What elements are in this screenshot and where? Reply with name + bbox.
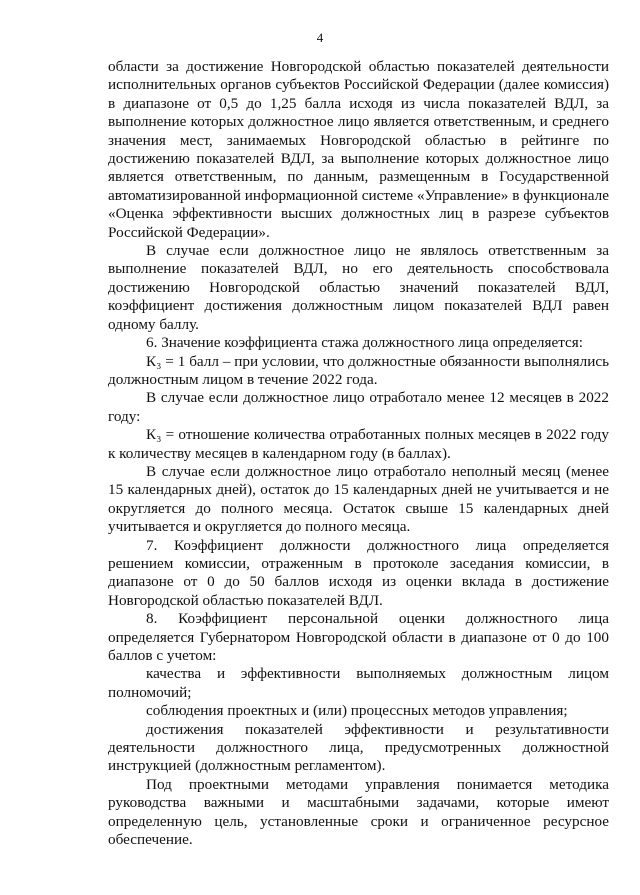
- paragraph-k3-full-year: К₃ = 1 балл – при условии, что должностные обязанности выполнялись должностным лицом в течение 2022 года.: [108, 352, 609, 388]
- paragraph-project-methods: Под проектными методами управления понимается методика руководства важными и масштабными задачами, которые имеют определенную цель, установленные сроки и ограниченное ресурсное обеспечение.: [108, 775, 609, 849]
- page-number: 4: [316, 30, 324, 45]
- list-item-methods: соблюдения проектных и (или) процессных методов управления;: [146, 702, 568, 720]
- paragraph-item-7: 7. Коэффициент должности должностного лица определяется решением комиссии, отраженным в протоколе заседания комиссии, в диапазоне от 0 до 50 баллов исходя из оценки вклада в достижение Новгородской областью показателей ВДЛ.: [108, 536, 609, 609]
- paragraph-k3-ratio: К₃ = отношение количества отработанных полных месяцев в 2022 году к количеству месяцев в календарном году (в баллах).: [108, 426, 609, 462]
- paragraph-item-6: 6. Значение коэффициента стажа должностного лица определяется:: [146, 334, 583, 352]
- paragraph-not-responsible: В случае если должностное лицо не являлось ответственным за выполнение показателей ВДЛ, но его деятельность способствовала достижению Новгородской областью значений показателей ВДЛ, коэффициент достижения должностным лицом показателей ВДЛ равен одному баллу.: [108, 242, 609, 333]
- paragraph-commission-range: области за достижение Новгородской областью показателей деятельности исполнительных органов субъектов Российской Федерации (далее комиссия) в диапазоне от 0,5 до 1,25 балла исходя из числа показателей ВДЛ, за выполнение которых должностное лицо является ответственным, и среднего значения мест, занимаемых Новгородской областью в рейтинге по достижению показателей ВДЛ, за выполнение которых должностное лицо является ответственным, по данным, размещенным в Государственной автоматизированной информационной системе «Управление» в функционале «Оценка эффективности высших должностных лиц в разрезе субъектов Российской Федерации».: [108, 58, 609, 241]
- document-body: [108, 58, 609, 849]
- list-item-quality: качества и эффективности выполняемых должностным лицом полномочий;: [108, 665, 609, 701]
- list-item-indicators: достижения показателей эффективности и результативности деятельности должностного лица, предусмотренных должностной инструкцией (должностным регламентом).: [108, 720, 609, 775]
- paragraph-partial-month: В случае если должностное лицо отработало неполный месяц (менее 15 календарных дней), остаток до 15 календарных дней не учитывается и не округляется до полного месяца. Остаток свыше 15 календарных дней учитывается и округляется до полного месяца.: [108, 462, 609, 536]
- paragraph-less-than-12-months: В случае если должностное лицо отработало менее 12 месяцев в 2022 году:: [108, 389, 609, 425]
- paragraph-item-8: 8. Коэффициент персональной оценки должностного лица определяется Губернатором Новгородской области в диапазоне от 0 до 100 баллов с учетом:: [108, 610, 609, 664]
